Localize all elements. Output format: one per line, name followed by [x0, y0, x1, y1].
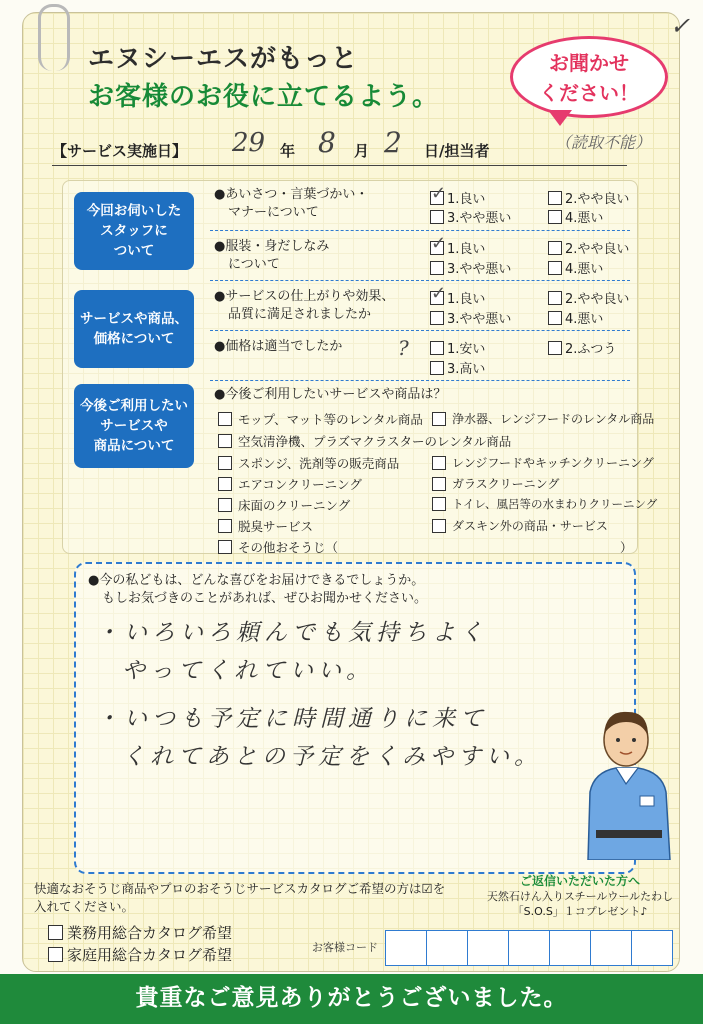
day-value: 2 — [384, 126, 402, 159]
checkbox[interactable] — [430, 311, 444, 325]
item-label: トイレ、風呂等の水まわりクリーニング — [452, 497, 658, 511]
code-cell[interactable] — [385, 930, 427, 966]
checkbox[interactable] — [430, 282, 447, 305]
q3-option-2[interactable] — [548, 288, 629, 307]
checkbox[interactable] — [430, 210, 444, 224]
bubble-line1: お聞かせ — [549, 51, 629, 75]
checkbox[interactable] — [548, 311, 562, 325]
catalog-note-line1: 快適なおそうじ商品やプロのおそうじサービスカタログご希望の方は☑を — [34, 881, 446, 896]
question-appearance-line1: ●服装・身だしなみ — [214, 239, 330, 254]
reply-gift-note — [482, 874, 678, 919]
checkbox[interactable] — [218, 498, 232, 512]
question-quality-line1: ●サービスの仕上がりや効果、 — [214, 289, 395, 304]
question-manners-line1: ●あいさつ・言葉づかい・ — [214, 187, 369, 202]
code-cell[interactable] — [590, 930, 632, 966]
option-label: 4.悪い — [565, 312, 604, 327]
checkbox[interactable] — [218, 519, 232, 533]
item-label: ダスキン外の商品・サービス — [452, 519, 608, 533]
future-item-other[interactable] — [218, 538, 338, 556]
checkbox[interactable] — [430, 182, 447, 205]
q2-option-1[interactable] — [430, 232, 486, 257]
reply-line2: 天然石けん入りスチールウールたわし — [486, 890, 674, 903]
month-label: 月 — [354, 142, 370, 160]
category-future-line3: 商品について — [93, 438, 175, 454]
category-staff-line3: ついて — [113, 243, 155, 259]
checkbox[interactable] — [218, 456, 232, 470]
future-item-glass[interactable] — [432, 475, 559, 492]
future-item-air-purifier[interactable] — [218, 432, 511, 450]
category-service-price — [74, 290, 194, 368]
item-label: 浄水器、レンジフードのレンタル商品 — [452, 412, 655, 426]
checkbox[interactable] — [218, 477, 232, 491]
option-label: 3.やや悪い — [447, 262, 512, 277]
checkbox[interactable] — [548, 191, 562, 205]
catalog-business-label: 業務用総合カタログ希望 — [67, 924, 233, 942]
handwritten-line3: ・いつも予定に時間通りに来て — [96, 706, 488, 732]
checkbox[interactable] — [48, 947, 63, 962]
comment-prompt-line2: もしお気づきのことがあれば、ぜひお聞かせください。 — [102, 591, 428, 606]
catalog-business-option[interactable] — [48, 922, 232, 943]
corner-check-mark: ✓ — [670, 12, 691, 40]
header-line1: エヌシーエスがもっと — [88, 44, 359, 74]
handwritten-line2: やってくれていい。 — [122, 658, 374, 684]
category-future-line1: 今後ご利用したい — [80, 398, 188, 414]
item-label: 床面のクリーニング — [238, 498, 351, 513]
q1-option-1[interactable] — [430, 182, 486, 207]
month-value: 8 — [318, 126, 336, 159]
paperclip-icon — [38, 4, 70, 71]
item-label: その他おそうじ（ — [238, 540, 339, 555]
future-item-sponge[interactable] — [218, 454, 399, 472]
question-manners-line2: マナーについて — [228, 205, 319, 220]
category-staff-line2: スタッフに — [100, 223, 168, 239]
q4-option-1[interactable] — [430, 338, 485, 357]
checkbox[interactable] — [218, 412, 232, 426]
code-cell[interactable] — [549, 930, 591, 966]
option-label: 2.やや良い — [565, 242, 630, 257]
checkbox[interactable] — [432, 477, 446, 491]
question-appearance-line2: について — [228, 257, 280, 272]
item-label: レンジフードやキッチンクリーニング — [452, 456, 654, 470]
question-manners — [214, 186, 368, 222]
q2-option-3[interactable] — [430, 258, 511, 277]
future-item-kitchen[interactable] — [432, 454, 654, 471]
checkbox[interactable] — [430, 232, 447, 255]
handwritten-line4: くれてあとの予定をくみやすい。 — [122, 744, 542, 770]
future-item-bathroom[interactable] — [432, 496, 657, 512]
future-item-deodorize[interactable] — [218, 517, 313, 535]
future-item-water-purifier[interactable] — [432, 410, 654, 427]
code-cell[interactable] — [508, 930, 550, 966]
reply-line3: 「S.O.S」１コプレゼント♪ — [512, 905, 648, 918]
handwritten-line1: ・いろいろ頼んでも気持ちよく — [96, 620, 488, 646]
customer-code-label: お客様コード — [312, 941, 378, 954]
footer-thanks: 貴重なご意見ありがとうございました。 — [0, 974, 703, 1024]
question-quality-line2: 品質に満足されましたか — [228, 307, 372, 322]
comment-prompt — [88, 572, 427, 608]
checkbox[interactable] — [548, 291, 562, 305]
item-label: 脱臭サービス — [238, 519, 314, 534]
item-label: 空気清浄機、プラズマクラスターのレンタル商品 — [238, 434, 512, 449]
check-mark-icon: ✓ — [431, 232, 447, 254]
checkbox[interactable] — [218, 540, 232, 554]
checkbox[interactable] — [432, 412, 446, 426]
year-value: 29 — [232, 128, 266, 158]
q3-option-4[interactable] — [548, 308, 603, 327]
item-label: エアコンクリーニング — [238, 477, 362, 492]
question-quality — [214, 288, 394, 324]
option-label: 4.悪い — [565, 262, 604, 277]
q1-option-4[interactable] — [548, 207, 603, 226]
option-label: 2.ふつう — [565, 342, 617, 357]
option-label: 1.安い — [447, 342, 486, 357]
code-cell[interactable] — [467, 930, 509, 966]
category-service-line1: サービスや商品、 — [80, 311, 188, 327]
question-price-line1: ●価格は適当でしたか — [214, 339, 343, 354]
check-mark-icon: ✓ — [431, 282, 447, 304]
option-label: 3.やや悪い — [447, 312, 512, 327]
catalog-home-option[interactable] — [48, 944, 232, 965]
category-future-line2: サービスや — [100, 418, 168, 434]
checkbox[interactable] — [432, 497, 446, 511]
future-item-non-duskin[interactable] — [432, 517, 608, 534]
q2-option-4[interactable] — [548, 258, 603, 277]
checkbox[interactable] — [430, 261, 444, 275]
checkbox[interactable] — [218, 434, 232, 448]
catalog-note-line2: 入れてください。 — [34, 899, 135, 914]
option-label: 3.やや悪い — [447, 211, 512, 226]
future-item-aircon[interactable] — [218, 475, 362, 493]
separator — [210, 380, 630, 381]
separator — [210, 330, 630, 331]
date-underline — [52, 165, 627, 166]
separator — [210, 230, 630, 231]
category-staff — [74, 192, 194, 270]
future-item-mop[interactable] — [218, 410, 423, 428]
item-label: ガラスクリーニング — [452, 477, 560, 491]
category-staff-line1: 今回お伺いした — [86, 203, 182, 219]
option-label: 4.悪い — [565, 211, 604, 226]
checkbox[interactable] — [548, 241, 562, 255]
category-service-line2: 価格について — [93, 331, 175, 347]
year-label: 年 — [280, 142, 296, 160]
option-label: 1.良い — [447, 192, 486, 207]
staff-value: （読取不能） — [555, 133, 652, 152]
future-title: ●今後ご利用したいサービスや商品は？ — [214, 387, 447, 402]
catalog-note — [34, 880, 445, 916]
checkbox[interactable] — [430, 361, 444, 375]
checkbox[interactable] — [548, 210, 562, 224]
checkbox[interactable] — [432, 456, 446, 470]
catalog-home-label: 家庭用総合カタログ希望 — [67, 946, 233, 964]
checkbox[interactable] — [430, 341, 444, 355]
checkbox[interactable] — [548, 261, 562, 275]
q1-option-2[interactable] — [548, 188, 629, 207]
staff-illustration-icon — [582, 700, 682, 860]
code-cell[interactable] — [426, 930, 468, 966]
price-question-mark: ? — [398, 336, 409, 360]
option-label: 2.やや良い — [565, 292, 630, 307]
service-date-label: 【サービス実施日】 — [52, 142, 188, 160]
category-future — [74, 384, 194, 468]
item-label: モップ、マット等のレンタル商品 — [238, 412, 423, 427]
code-cell[interactable] — [631, 930, 673, 966]
bubble-line2: ください！ — [539, 81, 639, 105]
q3-option-1[interactable] — [430, 282, 486, 307]
question-appearance — [214, 238, 329, 274]
check-mark-icon: ✓ — [431, 182, 447, 204]
other-close-paren: ） — [620, 540, 633, 555]
header-line2: お客様のお役に立てるよう。 — [88, 82, 440, 112]
item-label: スポンジ、洗剤等の販売商品 — [238, 456, 400, 471]
future-item-floor[interactable] — [218, 496, 350, 514]
customer-code-grid[interactable] — [385, 930, 672, 966]
checkbox[interactable] — [432, 519, 446, 533]
day-label: 日/担当者 — [424, 142, 490, 160]
checkbox[interactable] — [48, 925, 63, 940]
q4-option-3[interactable] — [430, 358, 485, 377]
question-price — [214, 338, 342, 356]
reply-line1: ご返信いただいた方へ — [519, 874, 640, 888]
option-label: 3.高い — [447, 362, 486, 377]
bubble-tail — [548, 110, 572, 126]
speech-bubble — [510, 36, 668, 118]
checkbox[interactable] — [548, 341, 562, 355]
q2-option-2[interactable] — [548, 238, 629, 257]
q4-option-2[interactable] — [548, 338, 616, 357]
option-label: 2.やや良い — [565, 192, 630, 207]
q3-option-3[interactable] — [430, 308, 511, 327]
option-label: 1.良い — [447, 292, 486, 307]
option-label: 1.良い — [447, 242, 486, 257]
q1-option-3[interactable] — [430, 207, 511, 226]
separator — [210, 280, 630, 281]
comment-prompt-line1: ●今の私どもは、どんな喜びをお届けできるでしょうか。 — [88, 573, 425, 588]
